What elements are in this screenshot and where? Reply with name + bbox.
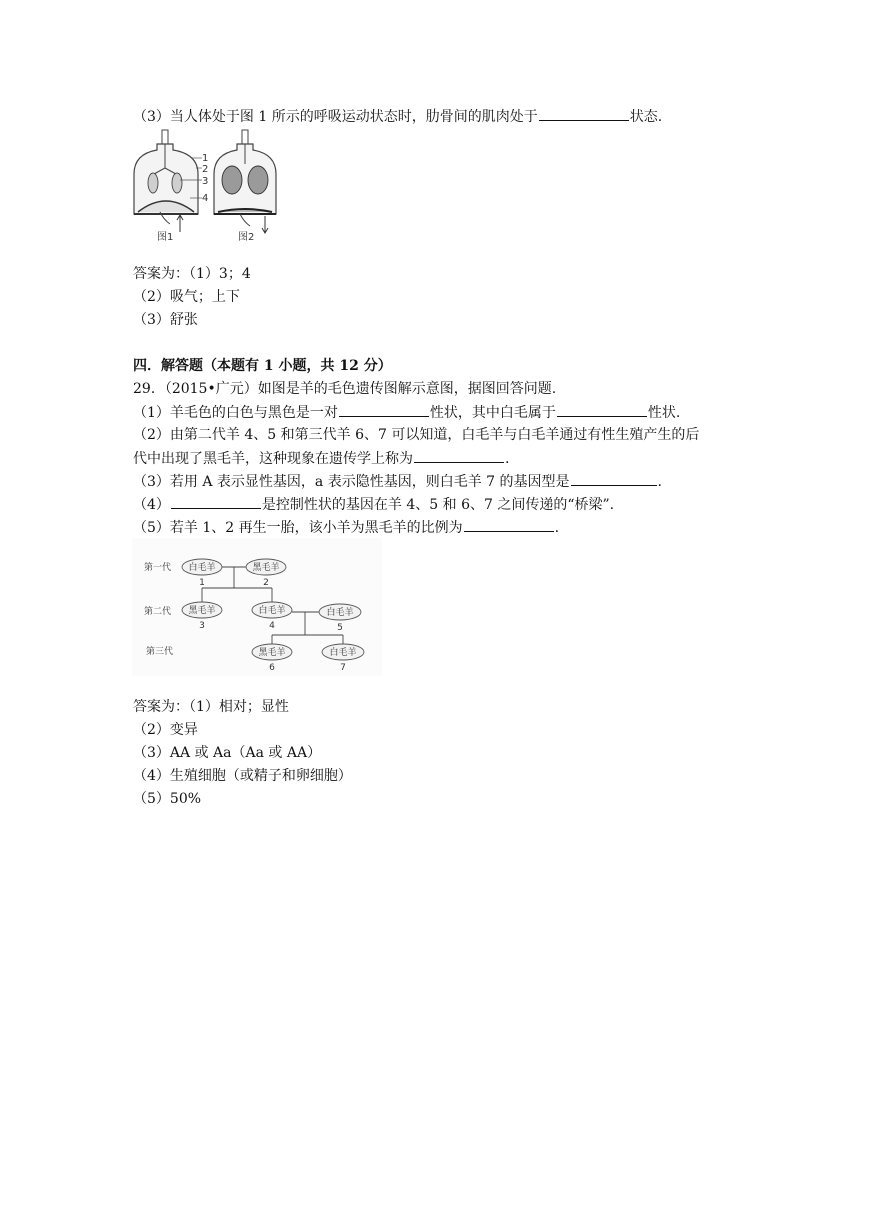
svg-text:白毛羊: 白毛羊 bbox=[258, 606, 286, 616]
q28-answer-3: （3）舒张 bbox=[133, 312, 198, 328]
q29-stem: 29．（2015•广元）如图是羊的毛色遗传图解示意图，据图回答问题. bbox=[133, 381, 557, 397]
q28-part3: （3）当人体处于图 1 所示的呼吸运动状态时，肋骨间的肌肉处于 状态. bbox=[133, 106, 662, 127]
gen1-label: 第一代 bbox=[144, 563, 172, 573]
q29-part3: （3）若用 A 表示显性基因，a 表示隐性基因，则白毛羊 7 的基因型是 . bbox=[133, 471, 662, 492]
svg-text:5: 5 bbox=[337, 623, 343, 633]
caption-fig1: 图1 bbox=[157, 232, 174, 243]
q29-answer-4: （4）生殖细胞（或精子和卵细胞） bbox=[133, 768, 352, 784]
pedigree-diagram bbox=[132, 538, 382, 676]
q29-answer-3: （3）AA 或 Aa（Aa 或 AA） bbox=[133, 745, 322, 761]
q29-answer-5: （5）50% bbox=[133, 791, 202, 807]
q28-answer-1: 答案为：（1）3；4 bbox=[133, 266, 251, 282]
bell-jar-1 bbox=[134, 130, 208, 243]
svg-text:白毛羊: 白毛羊 bbox=[326, 608, 354, 618]
svg-text:白毛羊: 白毛羊 bbox=[188, 563, 216, 573]
q29-answer-1: 答案为：（1）相对；显性 bbox=[133, 699, 289, 715]
q29-part4: （4） 是控制性状的基因在羊 4、5 和 6、7 之间传递的“桥梁”. bbox=[133, 494, 614, 515]
svg-text:黑毛羊: 黑毛羊 bbox=[188, 606, 216, 616]
svg-text:3: 3 bbox=[199, 621, 205, 631]
label-1: 1 bbox=[202, 153, 209, 164]
q29-part2-line2: 代中出现了黑毛羊，这种现象在遗传学上称为 . bbox=[133, 448, 509, 469]
svg-text:6: 6 bbox=[269, 663, 275, 673]
q28-answer-2: （2）吸气；上下 bbox=[133, 289, 240, 305]
q29-part5: （5）若羊 1、2 再生一胎，该小羊为黑毛羊的比例为 . bbox=[133, 517, 559, 538]
gen2-label: 第二代 bbox=[144, 607, 172, 617]
svg-text:4: 4 bbox=[269, 621, 275, 631]
answer-blank bbox=[539, 106, 629, 121]
svg-text:黑毛羊: 黑毛羊 bbox=[252, 563, 280, 573]
svg-text:2: 2 bbox=[263, 578, 269, 588]
answer-blank bbox=[171, 494, 261, 509]
section-title: 四．解答题（本题有 1 小题，共 12 分） bbox=[133, 358, 392, 374]
gen3-label: 第三代 bbox=[146, 647, 174, 657]
q29-part2-line1: （2）由第二代羊 4、5 和第三代羊 6、7 可以知道，白毛羊与白毛羊通过有性生殖产生的后 bbox=[133, 427, 700, 443]
caption-fig2: 图2 bbox=[238, 232, 255, 243]
answer-blank bbox=[571, 471, 657, 486]
answer-blank bbox=[464, 517, 554, 532]
label-4: 4 bbox=[202, 193, 209, 204]
q29-part1: （1）羊毛色的白色与黑色是一对 性状，其中白毛属于 性状. bbox=[133, 402, 680, 423]
svg-text:7: 7 bbox=[340, 663, 346, 673]
bell-jar-2 bbox=[214, 130, 276, 243]
svg-text:白毛羊: 白毛羊 bbox=[329, 648, 357, 658]
label-2: 2 bbox=[202, 164, 209, 175]
q29-answer-2: （2）变异 bbox=[133, 722, 198, 738]
svg-text:1: 1 bbox=[199, 578, 205, 588]
answer-blank bbox=[339, 402, 429, 417]
bell-jar-figure bbox=[130, 128, 280, 246]
svg-text:黑毛羊: 黑毛羊 bbox=[258, 648, 286, 658]
answer-blank bbox=[414, 448, 504, 463]
answer-blank bbox=[557, 402, 647, 417]
label-3: 3 bbox=[202, 176, 209, 187]
